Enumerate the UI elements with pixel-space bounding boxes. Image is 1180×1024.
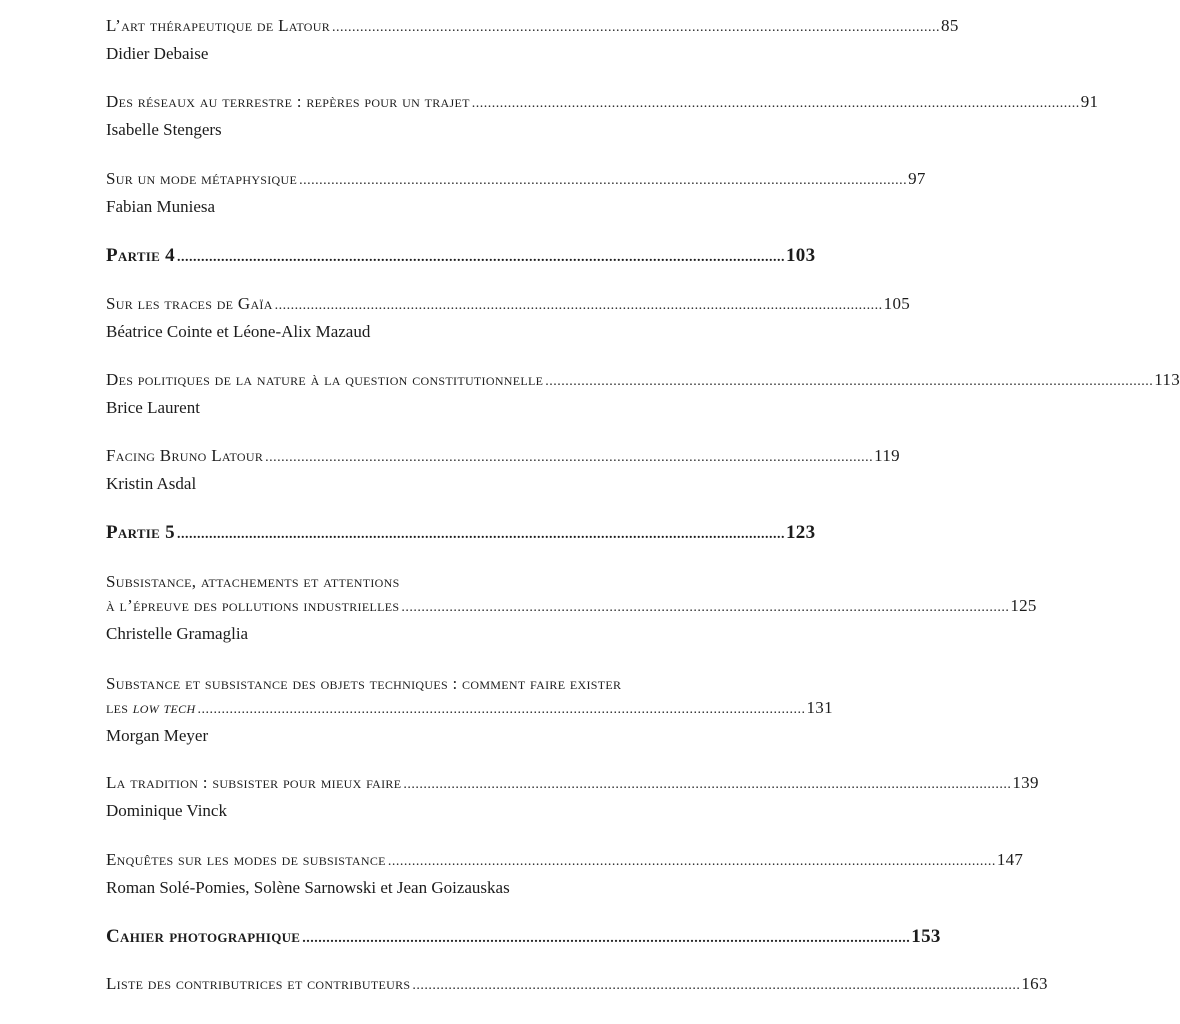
toc-entry-title: La tradition : subsister pour mieux faire [106, 773, 402, 792]
dot-leader: ........................................................................................................................................................ [274, 298, 883, 313]
dot-leader: ........................................................................................................................................................ [471, 96, 1080, 111]
page-number: 131 [806, 698, 833, 717]
toc-entry [106, 570, 1037, 646]
toc-entry-title: Enquêtes sur les modes de subsistance [106, 850, 386, 869]
dot-leader: ........................................................................................................................................................ [265, 450, 874, 465]
toc-entry-title-line [106, 672, 760, 696]
page-number: 123 [785, 522, 816, 543]
toc-entry-author: Christelle Gramaglia [106, 624, 249, 643]
toc-entry-title-line [106, 167, 926, 191]
toc-entry-title-line [106, 594, 1037, 618]
page-number: 163 [1021, 974, 1048, 993]
toc-entry-title: Liste des contributrices et contributeurs [106, 974, 411, 993]
toc-entry-author: Dominique Vinck [106, 801, 227, 820]
toc-entry [106, 90, 1099, 142]
toc-entry-title-line [106, 14, 959, 38]
toc-entry-title-line [106, 972, 1048, 996]
dot-leader: ........................................................................................................................................................ [545, 374, 1154, 389]
toc-entry-author: Roman Solé-Pomies, Solène Sarnowski et Jean Goizauskas [106, 878, 510, 897]
page-number: 153 [911, 926, 941, 947]
dot-leader: ........................................................................................................................................................ [412, 978, 1021, 993]
page-number: 105 [883, 294, 911, 313]
toc-entry-title: L’art thérapeutique de Latour [106, 16, 331, 35]
toc-entry-title-line [106, 90, 1099, 114]
toc-entry-author: Isabelle Stengers [106, 120, 222, 139]
dot-leader: ........................................................................................................................................................ [197, 702, 806, 717]
dot-leader: ........................................................................................................................................................ [302, 931, 911, 946]
toc-entry [106, 167, 926, 219]
toc-entry-title-line [106, 292, 911, 316]
toc-part-heading [106, 521, 816, 545]
dot-leader: ........................................................................................................................................................ [299, 173, 908, 188]
toc-entry-title: Sur les traces de Gaïa [106, 294, 273, 313]
toc-entry [106, 292, 911, 344]
page-number: 103 [785, 245, 816, 266]
dot-leader: ........................................................................................................................................................ [176, 527, 785, 542]
page-number: 125 [1010, 596, 1037, 615]
toc-entry-title-line [106, 848, 1024, 872]
page-number: 85 [941, 16, 959, 35]
toc-entry-title-line [106, 444, 900, 468]
toc-part-title: Cahier photographique [106, 926, 301, 947]
toc-entry-title: Sur un mode métaphysique [106, 169, 298, 188]
dot-leader: ........................................................................................................................................................ [401, 600, 1010, 615]
toc-entry-title: Facing Bruno Latour [106, 446, 264, 465]
page-number: 97 [908, 169, 926, 188]
dot-leader: ........................................................................................................................................................ [332, 20, 941, 35]
page-number: 139 [1012, 773, 1039, 792]
toc-part-heading [106, 244, 816, 268]
dot-leader: ........................................................................................................................................................ [176, 250, 785, 265]
page-number: 113 [1154, 370, 1180, 389]
toc-entry [106, 972, 1048, 996]
toc-entry-author: Brice Laurent [106, 398, 200, 417]
toc-entry [106, 444, 900, 496]
toc-entry [106, 848, 1024, 900]
toc-entry-title [106, 696, 195, 720]
toc-entry [106, 771, 1039, 823]
toc-entry [106, 368, 1180, 420]
toc-part-title: Partie 5 [106, 522, 175, 543]
toc-entry-title-line [106, 570, 760, 594]
toc-entry-title-line [106, 925, 941, 949]
page-number: 147 [996, 850, 1024, 869]
page-number: 91 [1080, 92, 1099, 111]
toc-entry-title-prefix: les [106, 698, 129, 717]
toc-entry-title-line [106, 771, 1039, 795]
toc-entry-title-line [106, 521, 816, 545]
toc-entry-title: Des réseaux au terrestre : repères pour un trajet [106, 92, 470, 111]
toc-entry-title-line [106, 244, 816, 268]
page-number: 119 [874, 446, 900, 465]
toc-entry-author: Didier Debaise [106, 44, 209, 63]
toc-entry-title: à l’épreuve des pollutions industrielles [106, 596, 400, 615]
toc-entry-title-line [106, 696, 833, 720]
toc-entry-title-first-line: Substance et subsistance des objets techniques : comment faire exister [106, 674, 622, 693]
toc-entry-title-first-line: Subsistance, attachements et attentions [106, 572, 400, 591]
dot-leader: ........................................................................................................................................................ [387, 854, 996, 869]
toc-part-heading [106, 925, 941, 949]
toc-entry [106, 672, 833, 748]
toc-entry-title-line [106, 368, 1180, 392]
toc-entry-title: Des politiques de la nature à la question constitutionnelle [106, 370, 544, 389]
toc-entry-title-italic: low tech [132, 698, 196, 717]
toc-entry-author: Kristin Asdal [106, 474, 197, 493]
toc-part-title: Partie 4 [106, 245, 175, 266]
toc-entry-author: Béatrice Cointe et Léone-Alix Mazaud [106, 322, 371, 341]
dot-leader: ........................................................................................................................................................ [403, 777, 1012, 792]
toc-entry [106, 14, 959, 66]
toc-entry-author: Fabian Muniesa [106, 197, 216, 216]
toc-entry-author: Morgan Meyer [106, 726, 209, 745]
